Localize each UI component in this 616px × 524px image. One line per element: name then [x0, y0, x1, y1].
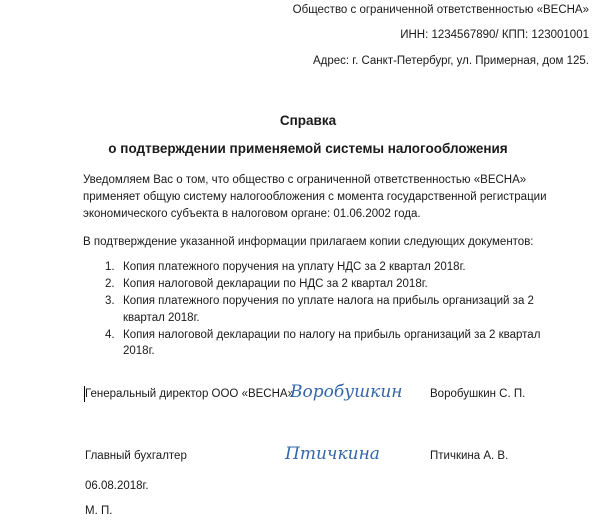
- director-name: Воробушкин С. П.: [430, 388, 526, 400]
- list-item: [83, 259, 553, 276]
- list-item-number: 3.: [105, 295, 115, 307]
- accountant-title: Главный бухгалтер: [85, 450, 187, 462]
- list-item: [83, 276, 553, 293]
- list-item: [83, 327, 553, 360]
- director-title: Генеральный директор ООО «ВЕСНА»: [85, 388, 294, 400]
- document-date: 06.08.2018г.: [85, 480, 149, 492]
- attachments-list: [83, 259, 553, 360]
- list-item-text: Копия налоговой декларации по НДС за 2 квартал 2018г.: [123, 278, 428, 290]
- document-subtitle: о подтверждении применяемой системы налогообложения: [108, 141, 508, 156]
- body-paragraph-1: Уведомляем Вас о том, что общество с ограниченной ответственностью «ВЕСНА» применяет общую систему налогообложения с момента государственной регистрации экономического субъекта в налоговом органе: 01.06.2002 года.: [83, 174, 547, 220]
- document-title: Справка: [279, 113, 337, 128]
- stamp-place: М. П.: [85, 505, 113, 517]
- list-item-number: 4.: [105, 328, 115, 341]
- list-item: [83, 293, 553, 326]
- company-address: Адрес: г. Санкт-Петербург, ул. Примерная, дом 125.: [312, 55, 589, 67]
- inn-kpp: ИНН: 1234567890/ КПП: 123001001: [400, 29, 589, 41]
- company-name: Общество с ограниченной ответственностью «ВЕСНА»: [292, 4, 589, 16]
- list-item-number: 1.: [105, 261, 115, 273]
- accountant-name: Птичкина А. В.: [430, 450, 509, 462]
- list-item-text: Копия платежного поручения на уплату НДС за 2 квартал 2018г.: [123, 261, 466, 273]
- list-item-text: Копия платежного поручения по уплате налога на прибыль организаций за 2 квартал 2018г.: [123, 295, 534, 324]
- list-item-number: 2.: [105, 278, 115, 290]
- body-paragraph-2: В подтверждение указанной информации прилагаем копии следующих документов:: [83, 236, 534, 248]
- director-signature: Воробушкин: [290, 382, 403, 402]
- list-item-text: Копия налоговой декларации по налогу на прибыль организаций за 2 квартал 2018г.: [123, 328, 541, 357]
- accountant-signature: Птичкина: [285, 444, 380, 464]
